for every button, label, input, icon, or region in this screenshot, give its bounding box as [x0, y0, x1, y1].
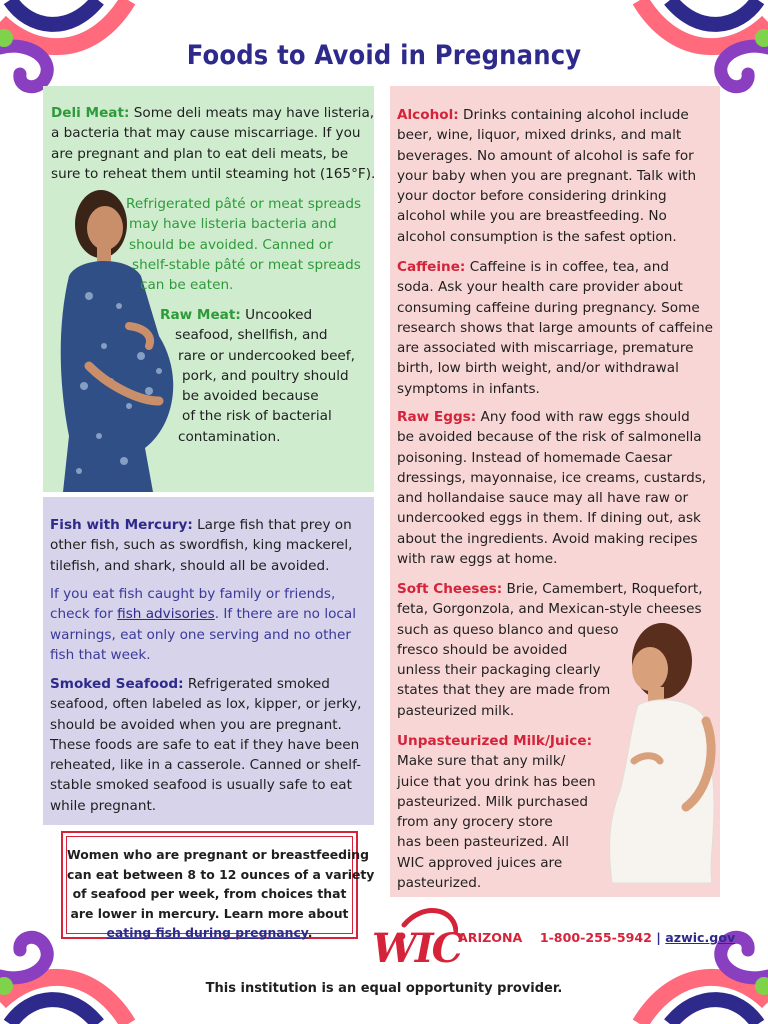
caffeine-text: research shows that large amounts of caffeine — [397, 319, 713, 336]
raw-meat-text: Uncooked — [240, 307, 313, 323]
website-link[interactable]: azwic.gov — [665, 930, 736, 945]
unpasteurized-text: juice that you drink has been — [397, 773, 596, 790]
phone-number: 1-800-255-5942 — [539, 930, 652, 945]
eating-fish-link[interactable]: eating fish during pregnancy — [106, 925, 308, 940]
soft-cheeses-text: pasteurized milk. — [397, 702, 515, 719]
unpasteurized-text: pasteurized. Milk purchased — [397, 793, 588, 810]
deli-raw-meat-panel — [43, 86, 374, 492]
raw-eggs-text: and hollandaise sauce may all have raw or — [397, 490, 689, 507]
soft-cheeses-text: such as queso blanco and queso — [397, 621, 619, 638]
raw-meat-label: Raw Meat: — [160, 307, 241, 323]
page-title: Foods to Avoid in Pregnancy — [186, 40, 582, 71]
raw-eggs-text: with raw eggs at home. — [397, 551, 558, 568]
raw-meat-text: contamination. — [178, 428, 281, 445]
wic-logo — [372, 905, 462, 977]
pate-text: Refrigerated pâté or meat spreads — [126, 196, 362, 212]
state-label: ARIZONA — [458, 930, 523, 945]
pate-text: should be avoided. Canned or — [129, 236, 333, 253]
unpasteurized-text: WIC approved juices are — [397, 854, 563, 871]
soft-cheeses-text: Brie, Camembert, Roquefort, — [502, 581, 703, 597]
caffeine-text: consuming caffeine during pregnancy. Some — [397, 299, 700, 316]
notice-text: can eat between 8 to 12 ounces of a variety — [67, 866, 375, 882]
pate-text: can be eaten. — [140, 277, 234, 294]
fish-mercury-label: Fish with Mercury: — [50, 517, 193, 533]
notice-text: are lower in mercury. Learn more about — [70, 905, 349, 921]
fish-mercury-text: Large fish that prey on — [192, 517, 352, 533]
raw-eggs-text: undercooked eggs in them. If dining out, ask — [397, 510, 701, 527]
deli-meat-text: a bacteria that may cause miscarriage. If you — [51, 125, 361, 142]
unpasteurized-label: Unpasteurized Milk/Juice: — [397, 733, 593, 749]
raw-eggs-text: Any food with raw eggs should — [476, 409, 690, 425]
unpasteurized-text: pasteurized. — [397, 875, 482, 892]
fish-seafood-panel — [43, 497, 374, 825]
fish-advisory-text: . If there are no local — [214, 606, 356, 623]
smoked-seafood-text: seafood, often labeled as lox, kipper, or jerky, — [50, 696, 362, 713]
alcohol-text: your baby when you are pregnant. Talk with — [397, 167, 697, 184]
deli-meat-label: Deli Meat: — [51, 105, 130, 121]
alcohol-caffeine-eggs-cheese-panel — [390, 86, 720, 897]
unpasteurized-text: has been pasteurized. All — [397, 834, 569, 851]
raw-eggs-label: Raw Eggs: — [397, 409, 477, 425]
alcohol-text: Drinks containing alcohol include — [458, 107, 689, 123]
deli-meat-text: are pregnant and plan to eat deli meats, be — [51, 145, 349, 162]
soft-cheeses-label: Soft Cheeses: — [397, 581, 503, 597]
fish-advisories-link[interactable]: fish advisories — [117, 606, 215, 623]
raw-meat-text: of the risk of bacterial — [182, 408, 332, 425]
raw-eggs-text: be avoided because of the risk of salmonella — [397, 429, 702, 446]
fish-advisory-text: check for — [50, 606, 118, 623]
seafood-notice-box — [61, 831, 375, 940]
alcohol-text: alcohol consumption is the safest option. — [397, 228, 677, 245]
caffeine-text: are associated with miscarriage, premature — [397, 340, 694, 357]
contact-line — [458, 930, 735, 945]
pate-text: may have listeria bacteria and — [129, 216, 337, 233]
caffeine-text: birth, low birth weight, and/or withdrawal — [397, 360, 679, 377]
alcohol-text: alcohol while you are breastfeeding. No — [397, 208, 667, 225]
caffeine-text: symptoms in infants. — [397, 380, 540, 397]
notice-text: Women who are pregnant or breastfeeding — [67, 847, 369, 862]
raw-eggs-text: about the ingredients. Avoid making recipes — [397, 530, 698, 547]
alcohol-text: beer, wine, liquor, mixed drinks, and malt — [397, 127, 682, 144]
raw-eggs-text: dressings, mayonnaise, ice creams, custards, — [397, 469, 707, 486]
soft-cheeses-text: fresco should be avoided — [397, 641, 568, 658]
pate-text: shelf-stable pâté or meat spreads — [132, 256, 361, 273]
raw-meat-text: seafood, shellfish, and — [175, 327, 328, 344]
alcohol-text: beverages. No amount of alcohol is safe for — [397, 147, 694, 164]
separator: | — [656, 930, 661, 945]
alcohol-text: your doctor before considering drinking — [397, 188, 667, 205]
soft-cheeses-text: states that they are made from — [397, 682, 611, 699]
smoked-seafood-text: stable smoked seafood is usually safe to eat — [50, 777, 352, 794]
smoked-seafood-text: should be avoided when you are pregnant. — [50, 716, 342, 733]
raw-meat-text: pork, and poultry should — [182, 367, 349, 384]
fish-advisory-text: If you eat fish caught by family or friends, — [50, 586, 336, 602]
equal-opportunity-statement: This institution is an equal opportunity provider. — [205, 981, 563, 996]
raw-meat-text: rare or undercooked beef, — [178, 347, 355, 364]
smoked-seafood-text: These foods are safe to eat if they have been — [50, 736, 360, 753]
deli-meat-text: Some deli meats may have listeria, — [129, 105, 375, 121]
caffeine-text: Caffeine is in coffee, tea, and — [465, 259, 669, 275]
fish-mercury-text: tilefish, and shark, should all be avoided. — [50, 557, 330, 574]
alcohol-label: Alcohol: — [397, 107, 459, 123]
soft-cheeses-text: unless their packaging clearly — [397, 662, 601, 679]
smoked-seafood-text: reheated, like in a casserole. Canned or shelf- — [50, 757, 362, 774]
wic-logo-text: WIC — [372, 925, 462, 972]
fish-mercury-text: other fish, such as swordfish, king mackerel, — [50, 537, 353, 554]
deli-meat-text: sure to reheat them until steaming hot (165°F). — [51, 165, 376, 182]
smoked-seafood-text: Refrigerated smoked — [183, 676, 330, 692]
caffeine-label: Caffeine: — [397, 259, 466, 275]
notice-text: of seafood per week, from choices that — [72, 886, 347, 901]
fish-advisory-text: fish that week. — [50, 646, 151, 663]
raw-meat-text: be avoided because — [182, 388, 319, 405]
notice-text: . — [307, 925, 313, 940]
unpasteurized-text: from any grocery store — [397, 814, 553, 831]
fish-advisory-text: warnings, eat only one serving and no other — [50, 626, 351, 643]
caffeine-text: soda. Ask your health care provider about — [397, 279, 683, 296]
unpasteurized-text: Make sure that any milk/ — [397, 753, 566, 770]
smoked-seafood-text: while pregnant. — [50, 797, 157, 814]
smoked-seafood-label: Smoked Seafood: — [50, 676, 184, 692]
soft-cheeses-text: feta, Gorgonzola, and Mexican-style cheeses — [397, 601, 702, 618]
raw-eggs-text: poisoning. Instead of homemade Caesar — [397, 449, 673, 466]
